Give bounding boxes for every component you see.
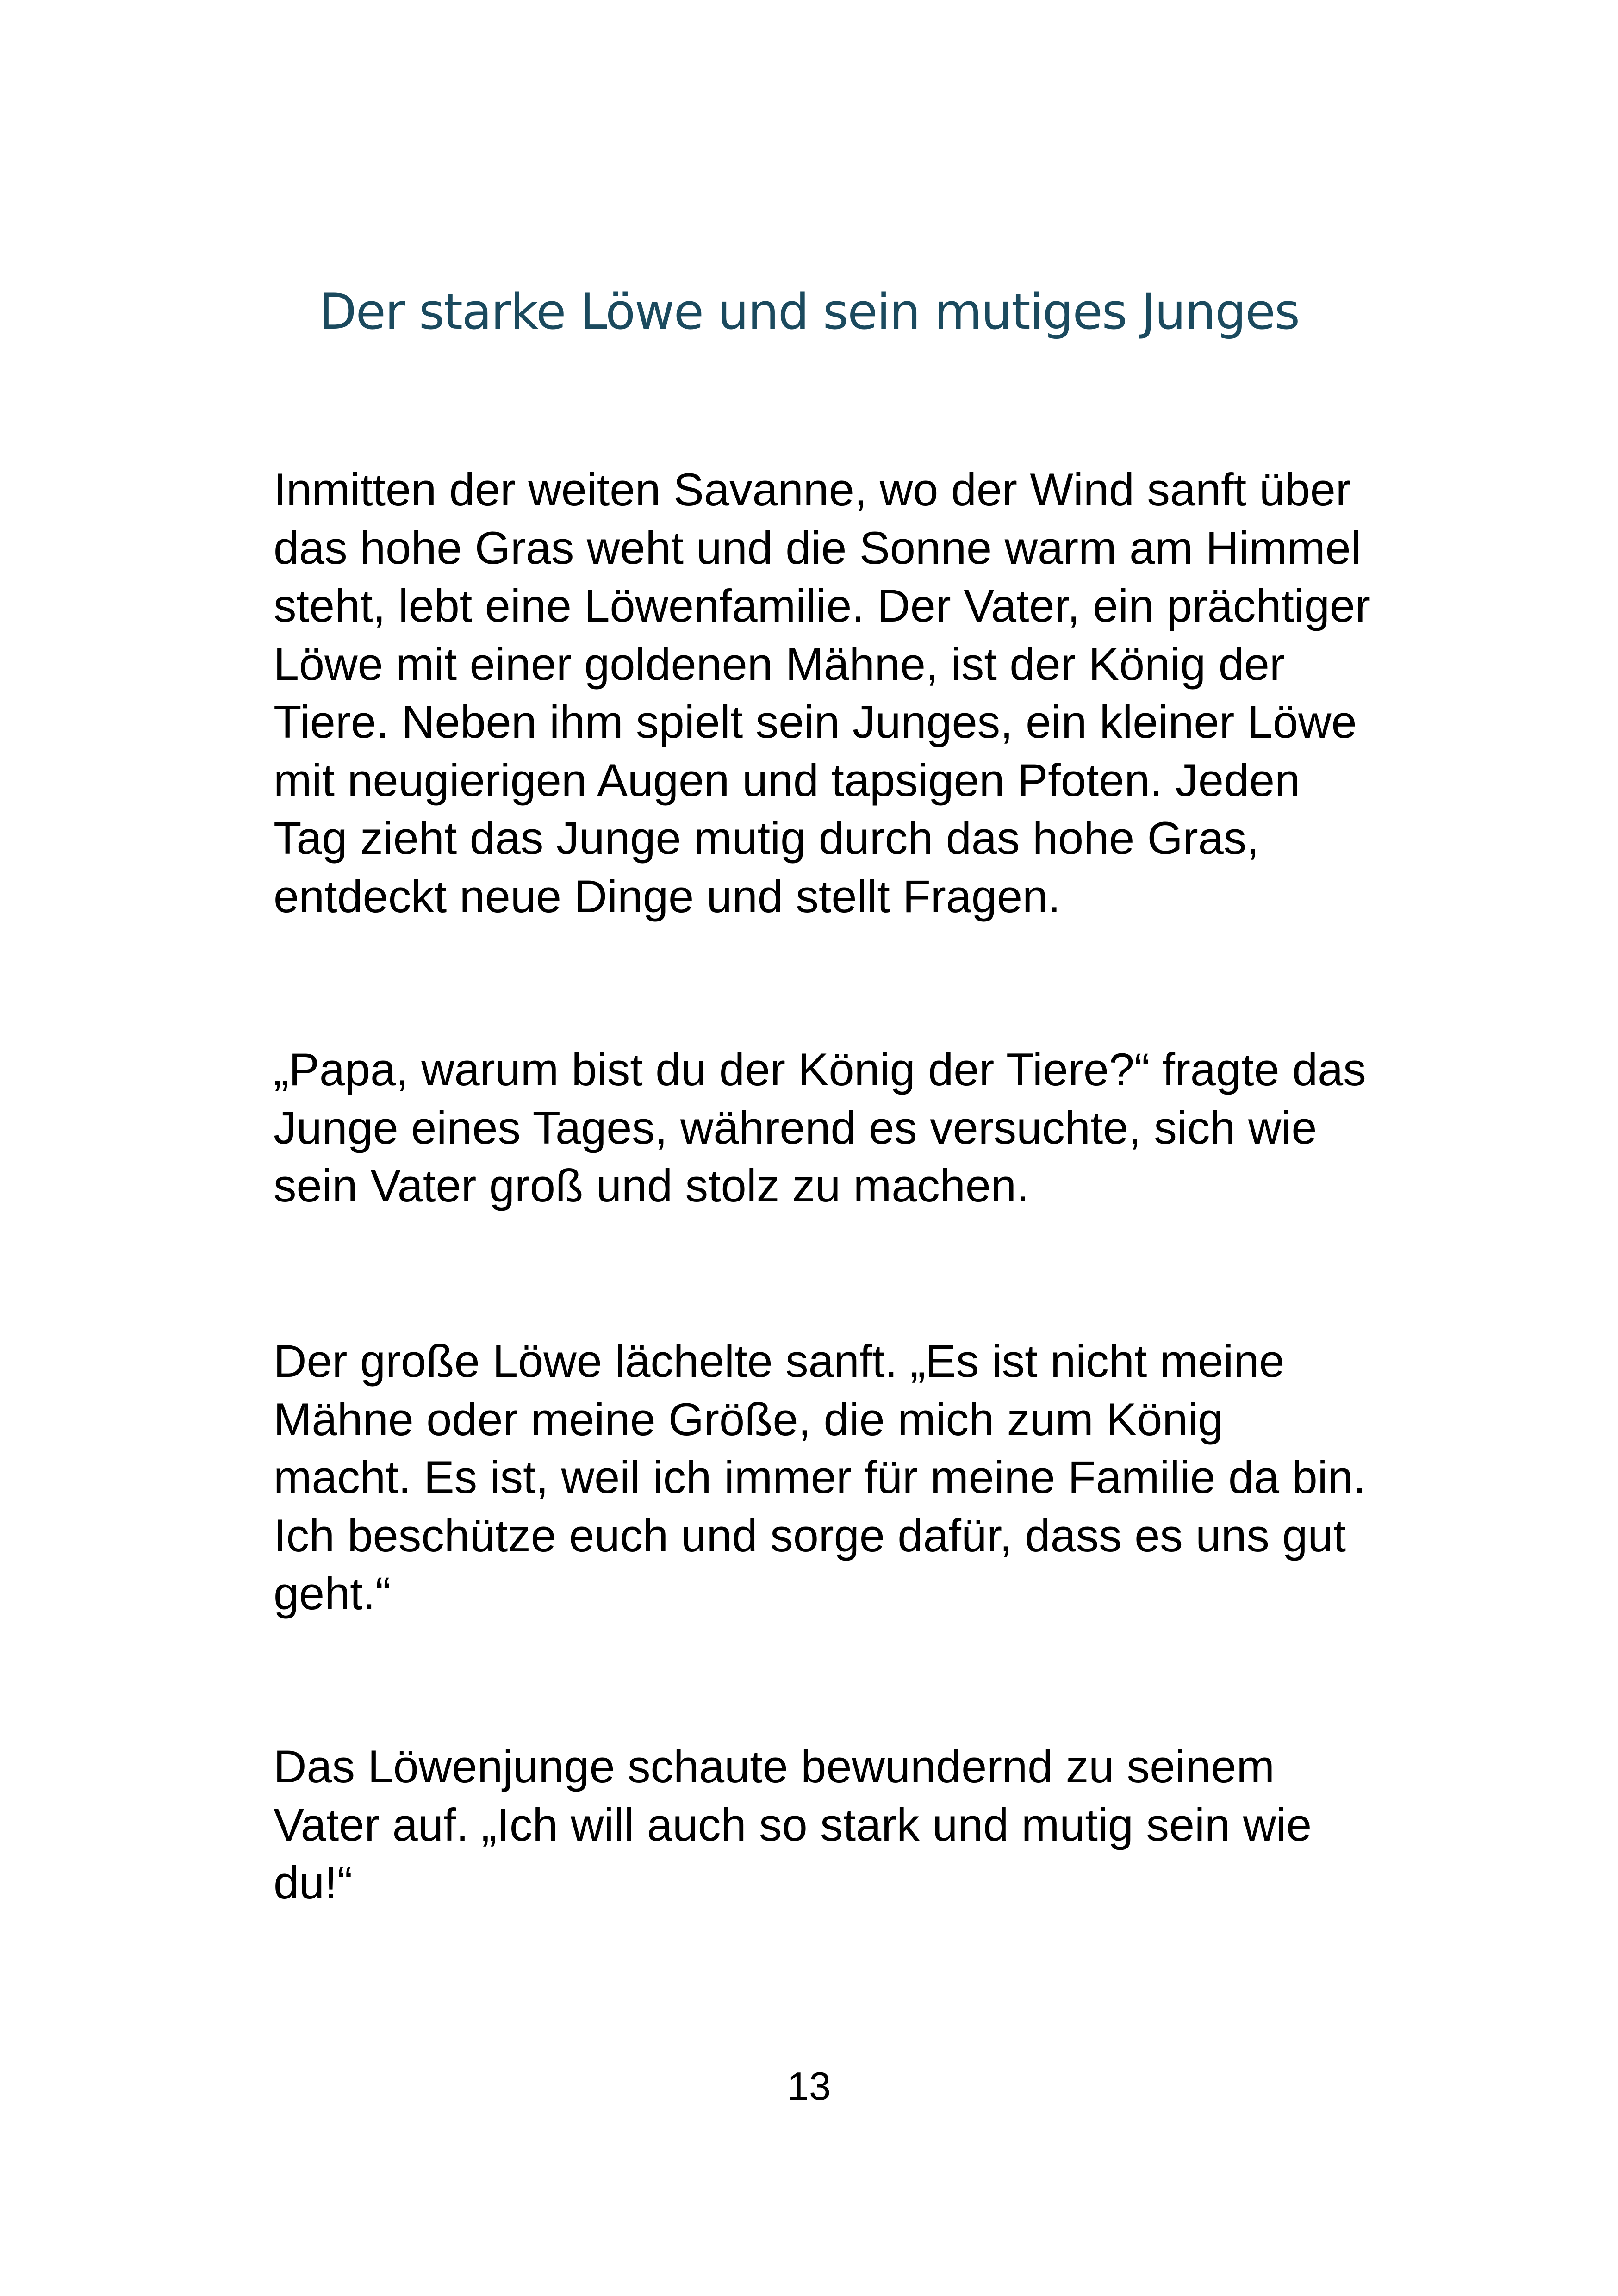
paragraph-question: „Papa, warum bist du der König der Tiere?“ fragte das Junge eines Tages, während es versuchte, sich wie sein Vater groß und stolz zu machen.	[274, 1044, 1366, 1211]
page-number: 13	[787, 2065, 831, 2109]
paragraph-intro: Inmitten der weiten Savanne, wo der Wind sanft über das hohe Gras weht und die Sonne warm am Himmel steht, lebt eine Löwenfamilie. Der Vater, ein prächtiger Löwe mit einer goldenen Mähne, ist der König der Tiere. Neben ihm spielt sein Junges, ein kleiner Löwe mit neugierigen Augen und tapsigen Pfoten. Jeden Tag zieht das Junge mutig durch das hohe Gras, entdeckt neue Dinge und stellt Fragen.	[274, 464, 1370, 922]
chapter-title: Der starke Löwe und sein mutiges Junges	[319, 283, 1299, 340]
paragraph-admiration: Das Löwenjunge schaute bewundernd zu seinem Vater auf. „Ich will auch so stark und mutig sein wie du!“	[274, 1741, 1312, 1908]
paragraph-answer: Der große Löwe lächelte sanft. „Es ist nicht meine Mähne oder meine Größe, die mich zum König macht. Es ist, weil ich immer für meine Familie da bin. Ich beschütze euch und sorge dafür, dass es uns gut geht.“	[274, 1335, 1366, 1619]
